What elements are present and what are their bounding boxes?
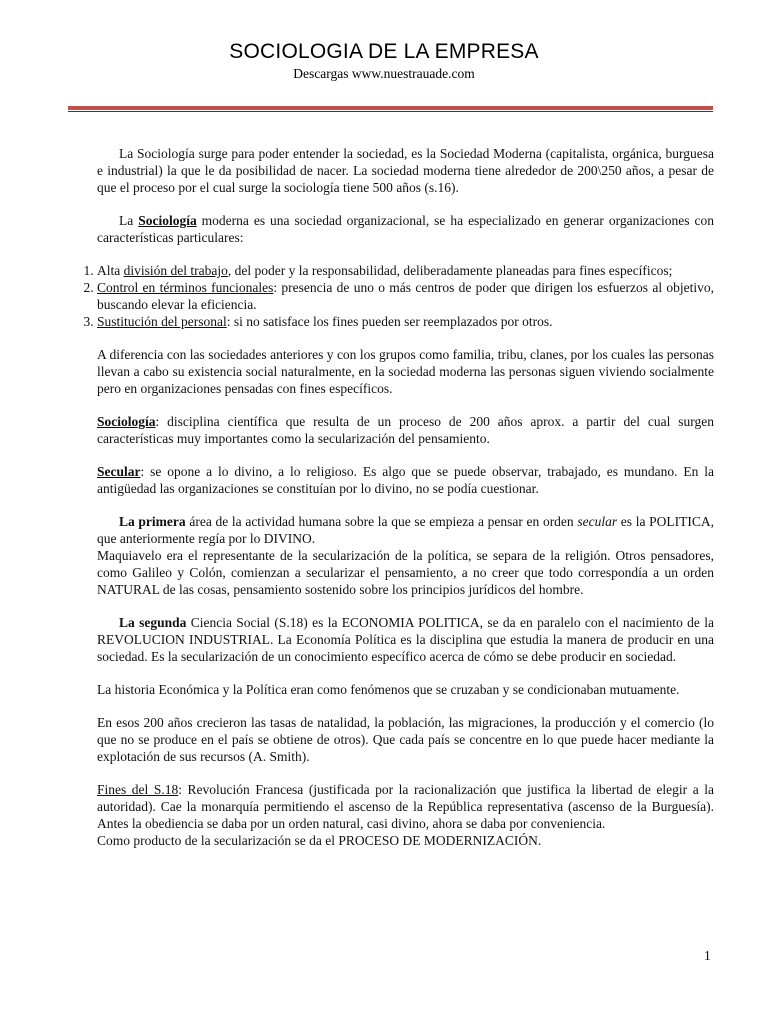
text: área de la actividad humana sobre la que se empieza a pensar en orden [185, 514, 578, 529]
text: , del poder y la responsabilidad, deliberadamente planeadas para fines específicos; [227, 263, 673, 278]
term: Control en términos funcionales [97, 280, 274, 295]
term: Sustitución del personal [97, 314, 227, 329]
term-la-segunda: La segunda [119, 615, 187, 630]
page-number: 1 [704, 948, 711, 963]
term: división del trabajo [123, 263, 228, 278]
document-body [97, 145, 714, 865]
term-fines-s18: Fines del S.18 [97, 782, 179, 797]
text: es la POLITICA, que anteriormente regía por lo DIVINO. [97, 514, 714, 546]
paragraph-intro: La Sociología surge para poder entender la sociedad, es la Sociedad Moderna (capitalista, orgánica, burguesa e industrial) la que le da posibilidad de nacer. La sociedad moderna tiene alrededor de 200\250 años, a pesar de que el proceso por el cual surge la sociología tiene 500 años (s.16). [97, 146, 714, 195]
document-title: SOCIOLOGIA DE LA EMPRESA [229, 40, 539, 63]
document-subtitle: Descargas www.nuestrauade.com [293, 66, 475, 81]
paragraph-primera [97, 513, 714, 598]
text: moderna es una sociedad organizacional, se ha especializado en generar organizaciones con características particulares: [97, 213, 714, 245]
list-item [97, 279, 714, 313]
list-item [97, 262, 714, 279]
header-divider-thick [68, 106, 713, 110]
paragraph-secular [97, 463, 714, 497]
text: : presencia de uno o más centros de poder que dirigen los esfuerzos al objetivo, buscando elevar la eficiencia. [97, 280, 714, 312]
text: La [119, 213, 139, 228]
paragraph-definicion-sociologia [97, 413, 714, 447]
text: Maquiavelo era el representante de la secularización de la política, se separa de la religión. Otros pensadores, como Galileo y Colón, comienzan a secularizar el pensamiento, a no creer que todo correspondía a un orden NATURAL de las cosas, pensamiento sostenido sobre los principios jurídicos del hombre. [97, 548, 714, 597]
term-sociologia: Sociología [97, 414, 156, 429]
text: Como producto de la secularización se da el PROCESO DE MODERNIZACIÓN. [97, 833, 542, 848]
term-secular: Secular [97, 464, 141, 479]
text: Alta [97, 263, 124, 278]
text: : si no satisface los fines pueden ser reemplazados por otros. [226, 314, 553, 329]
paragraph-segunda [97, 614, 714, 665]
paragraph-diferencia: A diferencia con las sociedades anteriores y con los grupos como familia, tribu, clanes, por los cuales las personas llevan a cabo su existencia social naturalmente, en la sociedad moderna las personas siguen viviendo socialmente pero en organizaciones pensadas con fines específicos. [97, 347, 714, 396]
characteristics-list [75, 262, 714, 330]
paragraph-fines-s18 [97, 781, 714, 849]
header-divider-thin [68, 111, 713, 112]
list-item [97, 313, 714, 330]
term-la-primera: La primera [119, 514, 186, 529]
paragraph-historia: La historia Económica y la Política eran como fenómenos que se cruzaban y se condicionaban mutuamente. [97, 682, 680, 697]
text: : disciplina científica que resulta de un proceso de 200 años aprox. a partir del cual surgen características muy importantes como la secularización del pensamiento. [97, 414, 714, 446]
text: Ciencia Social (S.18) es la ECONOMIA POLITICA, se da en paralelo con el nacimiento de la REVOLUCION INDUSTRIAL. La Economía Política es la disciplina que estudia la manera de producir en una sociedad. Es la secularización de un conocimiento específico acerca de cómo se debe producir en sociedad. [97, 615, 714, 664]
text: : Revolución Francesa (justificada por la racionalización que justifica la libertad de elegir a la autoridad). Cae la monarquía permitiendo el ascenso de la República representativa (ascenso de la Burguesía). Antes la obediencia se daba por un orden natural, casi divino, ahora se daba por conveniencia. [97, 782, 714, 831]
term-secular-italic: secular [577, 514, 618, 529]
paragraph-crecimiento: En esos 200 años crecieron las tasas de natalidad, la población, las migraciones, la producción y el comercio (lo que no se produce en el país se obtiene de otros). Que cada país se concentre en lo que puede hacer mediante la explotación de sus recursos (A. Smith). [97, 715, 714, 764]
text: : se opone a lo divino, a lo religioso. Es algo que se puede observar, trabajado, es mundano. En la antigüedad las organizaciones se constituían por lo divino, no se podía cuestionar. [97, 464, 714, 496]
term-sociologia: Sociología [138, 213, 197, 228]
paragraph-sociologia-moderna [97, 212, 714, 246]
